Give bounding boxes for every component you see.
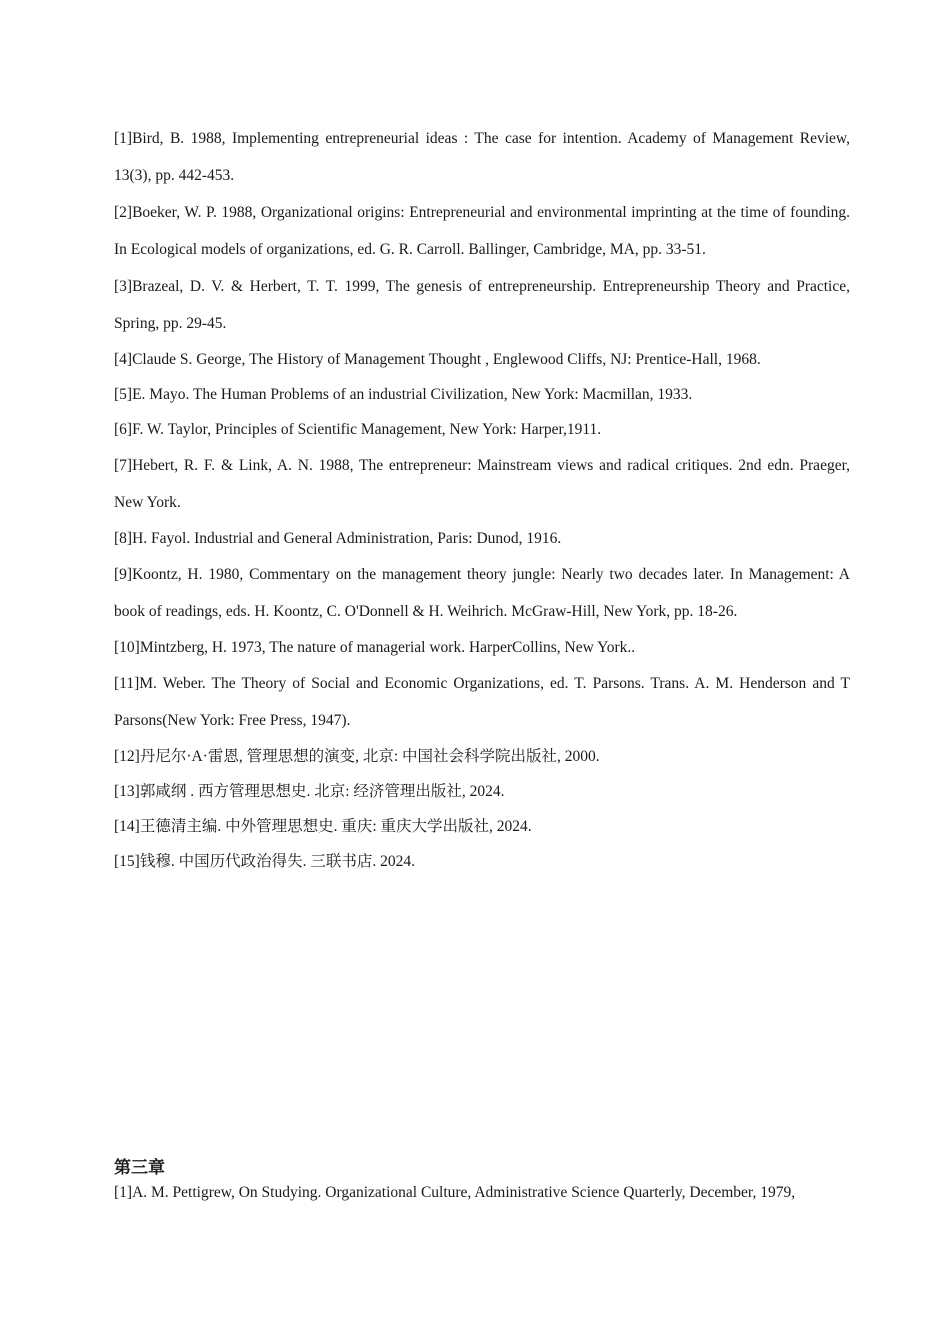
reference-item: [15]钱穆. 中国历代政治得失. 三联书店. 2024. — [114, 853, 415, 870]
reference-list — [114, 120, 850, 879]
reference-item: [1]A. M. Pettigrew, On Studying. Organizational Culture, Administrative Science Quarterly, December, 1979, — [114, 1184, 796, 1201]
reference-item: [14]王德清主编. 中外管理思想史. 重庆: 重庆大学出版社, 2024. — [114, 818, 532, 835]
reference-item: [13]郭咸纲 . 西方管理思想史. 北京: 经济管理出版社, 2024. — [114, 783, 505, 800]
reference-item: [3]Brazeal, D. V. & Herbert, T. T. 1999, The genesis of entrepreneurship. Entrepreneurship Theory and Practice, Spring, pp. 29-45. — [114, 278, 850, 332]
reference-item: [11]M. Weber. The Theory of Social and Economic Organizations, ed. T. Parsons. Trans. A. M. Henderson and T Parsons(New York: Free Press, 1947). — [114, 675, 850, 729]
reference-item: [12]丹尼尔·A·雷恩, 管理思想的演变, 北京: 中国社会科学院出版社, 2000. — [114, 748, 600, 765]
reference-item: [4]Claude S. George, The History of Management Thought , Englewood Cliffs, NJ: Prentice-Hall, 1968. — [114, 351, 761, 368]
chapter-title: 第三章 — [114, 1158, 165, 1178]
reference-item: [1]Bird, B. 1988, Implementing entrepreneurial ideas : The case for intention. Academy of Management Review, 13(3), pp. 442-453. — [114, 130, 850, 184]
reference-item: [2]Boeker, W. P. 1988, Organizational origins: Entrepreneurial and environmental imprinting at the time of founding. In Ecological models of organizations, ed. G. R. Carroll. Ballinger, Cambridge, MA, pp. 33-51. — [114, 204, 850, 258]
reference-item: [8]H. Fayol. Industrial and General Administration, Paris: Dunod, 1916. — [114, 530, 562, 547]
chapter-section — [114, 1156, 850, 1206]
reference-item: [7]Hebert, R. F. & Link, A. N. 1988, The entrepreneur: Mainstream views and radical critiques. 2nd edn. Praeger, New York. — [114, 457, 850, 511]
reference-item: [9]Koontz, H. 1980, Commentary on the management theory jungle: Nearly two decades later. In Management: A book of readings, eds. H. Koontz, C. O'Donnell & H. Weihrich. McGraw-Hill, New York, pp. 18-26. — [114, 566, 850, 620]
reference-item: [10]Mintzberg, H. 1973, The nature of managerial work. HarperCollins, New York.. — [114, 639, 636, 656]
reference-item: [6]F. W. Taylor, Principles of Scientific Management, New York: Harper,1911. — [114, 421, 602, 438]
reference-item: [5]E. Mayo. The Human Problems of an industrial Civilization, New York: Macmillan, 1933. — [114, 386, 693, 403]
